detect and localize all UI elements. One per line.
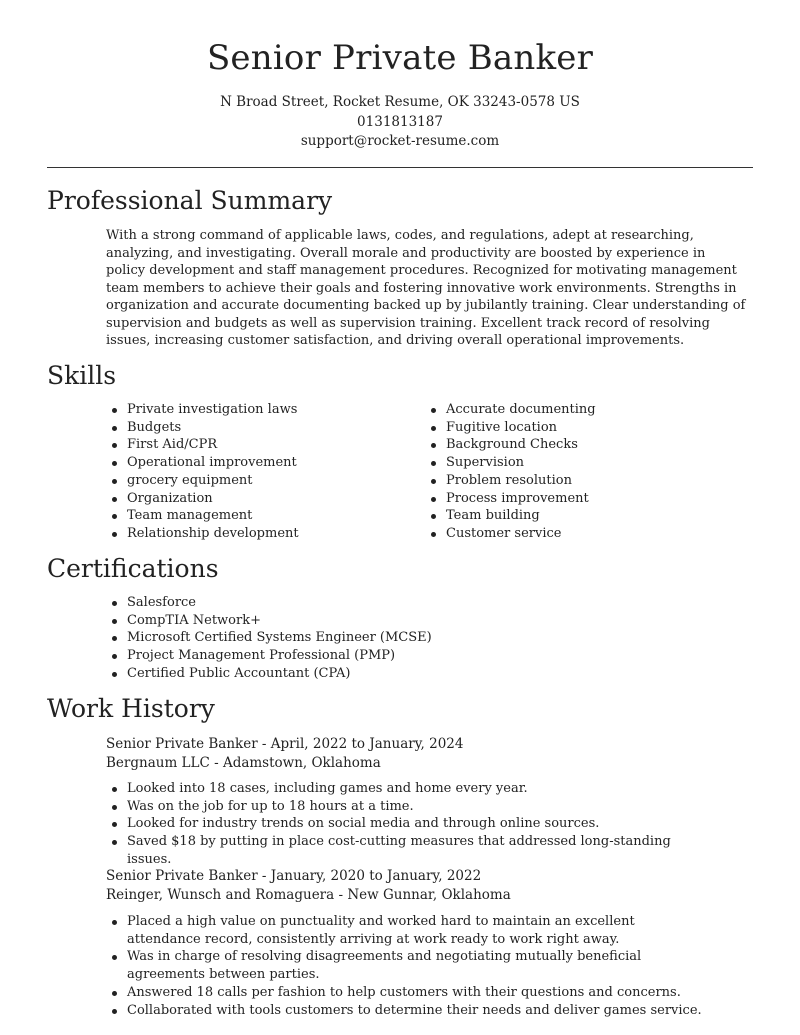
job-bullets [106, 780, 706, 869]
skill-item: Budgets [106, 419, 406, 437]
skill-item: Private investigation laws [106, 401, 406, 419]
job-bullet: Looked into 18 cases, including games and home every year. [106, 780, 706, 798]
certification-item: Microsoft Certified Systems Engineer (MCSE) [106, 629, 706, 647]
contact-address: N Broad Street, Rocket Resume, OK 33243-0578 US [220, 94, 580, 110]
skill-item: Relationship development [106, 525, 406, 543]
summary-text: With a strong command of applicable laws, codes, and regulations, adept at researching, analyzing, and investigating. Overall morale and productivity are boosted by experience in policy development and staff management procedures. Recognized for motivating management team members to achieve their goals and fostering innovative work environments. Strengths in organization and accurate documenting backed up by jubilantly training. Clear understanding of supervision and budgets as well as supervision training. Excellent track record of resolving issues, increasing customer satisfaction, and driving overall operational improvements. [106, 228, 746, 348]
skill-item: Problem resolution [425, 472, 725, 490]
job-bullet: Was in charge of resolving disagreements and negotiating mutually beneficial agreements between parties. [106, 948, 706, 983]
contact-email[interactable]: support@rocket-resume.com [300, 133, 500, 149]
job-header [106, 735, 463, 772]
job-company-line: Bergnaum LLC - Adamstown, Oklahoma [106, 754, 381, 771]
job-company-line: Reinger, Wunsch and Romaguera - New Gunnar, Oklahoma [106, 886, 511, 903]
job-role-line: Senior Private Banker - January, 2020 to January, 2022 [106, 868, 482, 884]
certification-item: CompTIA Network+ [106, 612, 706, 630]
skills-list-left [106, 401, 406, 543]
job-bullet: Answered 18 calls per fashion to help customers with their questions and concerns. [106, 984, 706, 1002]
candidate-name: Senior Private Banker [206, 38, 594, 78]
certification-item: Salesforce [106, 594, 706, 612]
skill-item: Operational improvement [106, 454, 406, 472]
contact-block [0, 93, 800, 152]
job-bullet: Placed a high value on punctuality and worked hard to maintain an excellent attendance record, consistently arriving at work ready to work right away. [106, 913, 706, 948]
certifications-list [106, 594, 706, 683]
summary-heading: Professional Summary [47, 186, 333, 215]
skills-heading: Skills [47, 361, 117, 390]
skills-list-right [425, 401, 725, 543]
job-bullet: Collaborated with tools customers to determine their needs and deliver games service. [106, 1002, 706, 1020]
skill-item: grocery equipment [106, 472, 406, 490]
certifications-heading: Certifications [47, 554, 219, 583]
contact-phone: 0131813187 [357, 113, 443, 130]
skill-item: Background Checks [425, 436, 725, 454]
skill-item: Organization [106, 490, 406, 508]
skill-item: Fugitive location [425, 419, 725, 437]
header-divider [47, 167, 753, 168]
job-bullets [106, 913, 706, 1019]
skill-item: Team management [106, 507, 406, 525]
skill-item: Supervision [425, 454, 725, 472]
skill-item: Team building [425, 507, 725, 525]
job-role-line: Senior Private Banker - April, 2022 to January, 2024 [106, 736, 464, 752]
certification-item: Certified Public Accountant (CPA) [106, 665, 706, 683]
skill-item: Process improvement [425, 490, 725, 508]
job-bullet: Looked for industry trends on social media and through online sources. [106, 815, 706, 833]
job-bullet: Was on the job for up to 18 hours at a time. [106, 798, 706, 816]
skill-item: First Aid/CPR [106, 436, 406, 454]
job-bullet: Saved $18 by putting in place cost-cutting measures that addressed long-standing issues. [106, 833, 706, 868]
skill-item: Customer service [425, 525, 725, 543]
work-history-heading: Work History [47, 694, 215, 723]
skill-item: Accurate documenting [425, 401, 725, 419]
certification-item: Project Management Professional (PMP) [106, 647, 706, 665]
job-header [106, 867, 511, 904]
